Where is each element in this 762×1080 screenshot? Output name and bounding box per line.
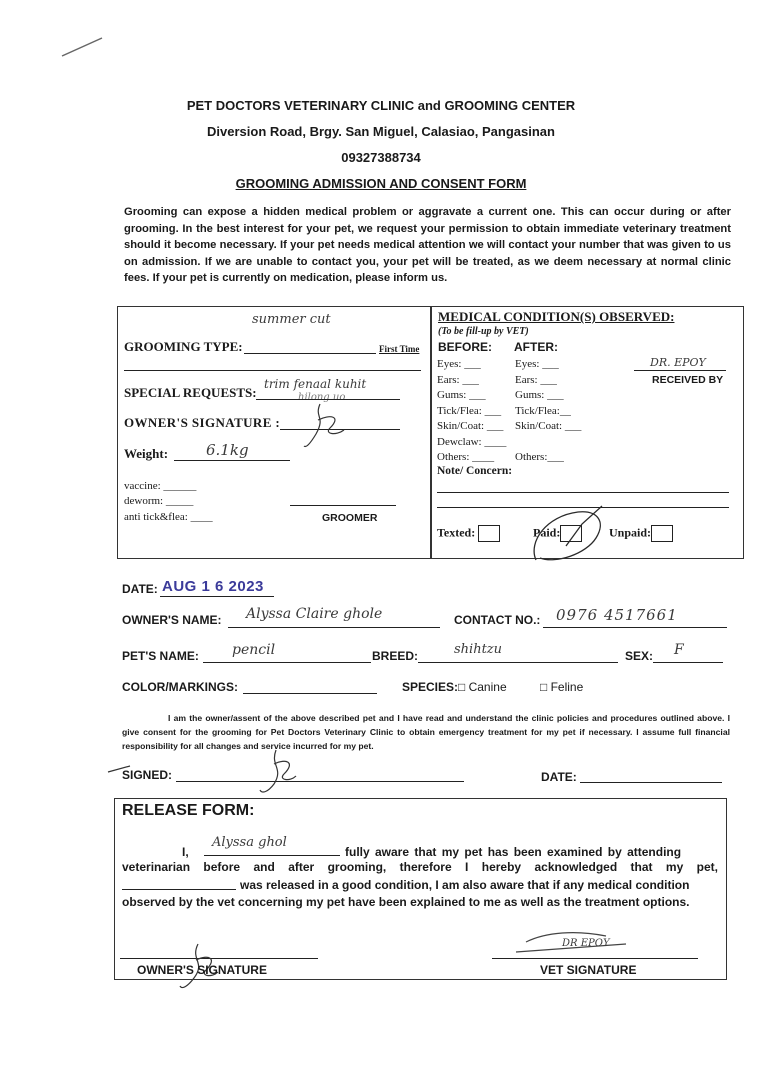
box-divider	[430, 306, 432, 558]
vaccine-label: vaccine: ______	[124, 480, 197, 492]
owner-signature-label: OWNER'S SIGNATURE :	[124, 415, 281, 430]
contact-line	[543, 627, 727, 628]
pet-name-line	[203, 662, 371, 663]
owner-name-label: OWNER'S NAME:	[122, 613, 222, 627]
deworm-label: deworm: _____	[124, 495, 194, 507]
date-label: DATE:	[122, 582, 158, 596]
release-line-3: was released in a good condition, I am also aware that if any medical condition	[240, 878, 690, 892]
contact-value: 0976 4517661	[556, 606, 678, 624]
before-dewclaw: Dewclaw: ____	[437, 435, 507, 448]
special-requests-value-2: hilong uo	[298, 392, 346, 403]
after-list	[515, 357, 581, 466]
consent-date-label: DATE:	[541, 770, 577, 784]
weight-label: Weight:	[124, 446, 169, 461]
after-skin: Skin/Coat: ___	[515, 420, 582, 432]
owner-name-line	[228, 627, 440, 628]
unpaid-checkbox[interactable]	[651, 525, 673, 542]
form-title: GROOMING ADMISSION AND CONSENT FORM	[235, 176, 527, 191]
vet-signature-label: VET SIGNATURE	[540, 963, 637, 977]
antitick-label: anti tick&flea: ____	[124, 511, 213, 523]
clinic-phone: 09327388734	[341, 150, 421, 165]
note-concern-label: Note/ Concern:	[437, 465, 513, 477]
release-i: I,	[182, 845, 189, 859]
release-name-value: Alyssa ghol	[212, 835, 287, 850]
owner-signature-release-label: OWNER'S SIGNATURE	[137, 963, 267, 977]
release-line-2: veterinarian before and after grooming, therefore I hereby acknowledged that my pet,	[122, 860, 718, 874]
species-label: SPECIES:	[402, 680, 459, 694]
unpaid-field: Unpaid:	[609, 525, 673, 542]
vet-signature-value: DR EPOY	[562, 938, 610, 949]
pet-name-value: pencil	[232, 642, 276, 658]
first-time-label: First Time	[379, 344, 420, 354]
release-name-line	[204, 855, 340, 856]
after-others: Others:___	[515, 451, 564, 463]
before-eyes: Eyes: ___	[437, 358, 481, 370]
texted-checkbox[interactable]	[478, 525, 500, 542]
after-tick: Tick/Flea:__	[515, 404, 571, 417]
before-others: Others: ____	[437, 451, 495, 463]
sex-label: SEX:	[625, 649, 654, 663]
grooming-extra-line	[124, 370, 421, 371]
texted-field: Texted:	[437, 525, 500, 542]
before-ears: Ears: ___	[437, 373, 479, 386]
intro-paragraph: Grooming can expose a hidden medical problem or aggravate a current one. This can occur during or after grooming. In the best interest for your pet, we request your permission to obtain immediate veterinary treatment should it become necessary. If your pet needs medical attention we will contact your number that was given to us on admission. If we are unable to contact you, your pet will be treated, as we deem necessary at normal clinic fees. If your pet is currently on medication, please inform us.	[124, 206, 731, 285]
date-line	[160, 596, 274, 597]
grooming-type-line	[244, 353, 376, 354]
owner-name-value: Alyssa Claire ghole	[246, 606, 383, 622]
signed-scribble	[100, 744, 310, 798]
received-by-line	[634, 370, 726, 371]
color-markings-line	[243, 693, 377, 694]
consent-paragraph: I am the owner/assent of the above described pet and I have read and understand the clinic policies and procedures outlined above. I give consent for the grooming for Pet Doctors Veterinary Clinic to obtain emergency treatment for my pet if necessary. I assume full financial responsibility for all changes and service incurred for my pet.	[122, 713, 730, 751]
release-line-4: observed by the vet concerning my pet have been explained to me as well as the treatment options.	[122, 895, 690, 909]
signed-label: SIGNED:	[122, 768, 173, 782]
before-skin: Skin/Coat: ___	[437, 420, 504, 432]
breed-label: BREED:	[372, 649, 419, 663]
color-markings-label: COLOR/MARKINGS:	[122, 680, 238, 694]
weight-value: 6.1kg	[206, 441, 249, 459]
pen-mark	[58, 34, 108, 60]
received-by-label: RECEIVED BY	[652, 374, 724, 386]
sex-line	[653, 662, 723, 663]
paid-field: Paid:	[533, 525, 582, 542]
species-canine-option[interactable]: □ Canine	[458, 680, 507, 694]
before-label: BEFORE:	[438, 340, 492, 354]
note-line-1	[437, 492, 729, 493]
after-eyes: Eyes: ___	[515, 358, 559, 370]
weight-line	[174, 460, 290, 461]
breed-line	[418, 662, 618, 663]
medical-title: MEDICAL CONDITION(S) OBSERVED:	[438, 309, 675, 324]
release-title: RELEASE FORM:	[122, 802, 255, 819]
after-ears: Ears: ___	[515, 373, 557, 386]
before-gums: Gums: ___	[437, 389, 486, 401]
grooming-type-label: GROOMING TYPE:	[124, 339, 243, 354]
special-requests-label: SPECIAL REQUESTS:	[124, 385, 257, 400]
release-pet-line	[122, 889, 236, 890]
medical-subtitle: (To be fill-up by VET)	[438, 326, 529, 337]
grooming-type-value: summer cut	[252, 312, 331, 327]
pet-name-label: PET'S NAME:	[122, 649, 199, 663]
date-stamp: AUG 1 6 2023	[162, 578, 264, 595]
contact-label: CONTACT NO.:	[454, 613, 541, 627]
clinic-address: Diversion Road, Brgy. San Miguel, Calasiao, Pangasinan	[207, 124, 555, 139]
groomer-line	[290, 505, 396, 506]
species-feline-option[interactable]: □ Feline	[540, 680, 584, 694]
before-tick: Tick/Flea: ___	[437, 404, 502, 417]
clinic-name: PET DOCTORS VETERINARY CLINIC and GROOMING CENTER	[186, 98, 576, 113]
consent-date-line	[580, 782, 722, 783]
groomer-label: GROOMER	[322, 512, 378, 524]
sex-value: F	[674, 642, 684, 658]
breed-value: shihtzu	[454, 642, 503, 657]
owner-signature-scribble	[296, 400, 356, 452]
received-by-signature: DR. EPOY	[650, 356, 706, 369]
release-line-1: fully aware that my pet has been examined by attending	[345, 845, 682, 859]
after-label: AFTER:	[514, 340, 558, 354]
after-gums: Gums: ___	[515, 389, 564, 401]
vet-signature-line	[492, 958, 698, 959]
special-requests-value: trim fenaal kuhit	[264, 377, 367, 391]
paid-check-mark	[526, 502, 610, 570]
before-list	[437, 357, 506, 466]
